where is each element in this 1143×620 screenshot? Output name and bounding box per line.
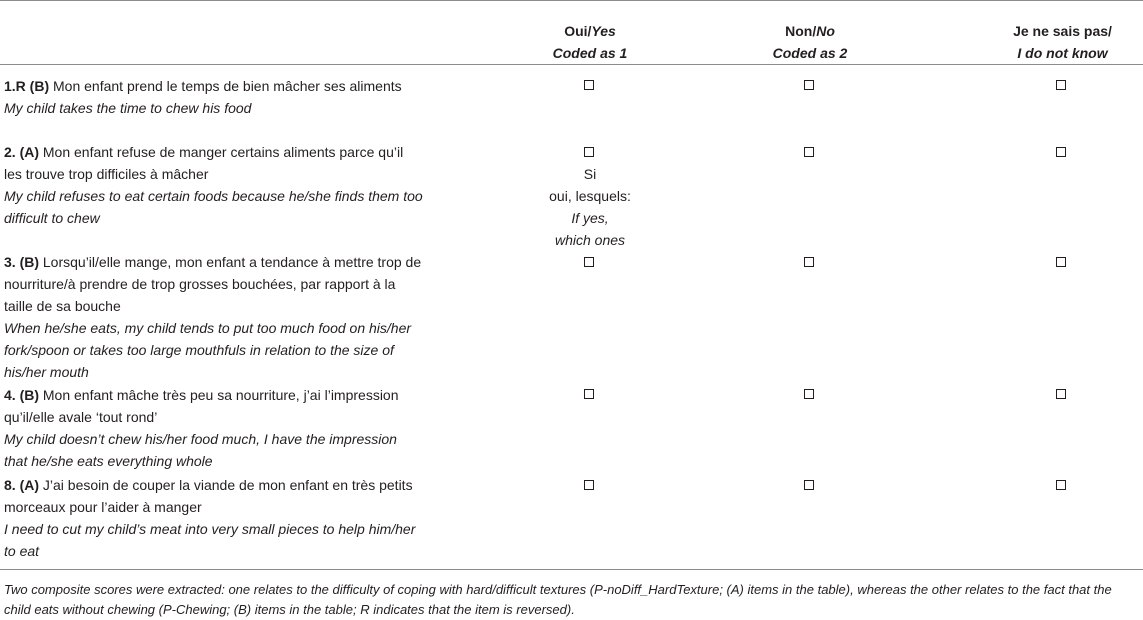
- item-3-dont-know-checkbox[interactable]: [1056, 257, 1066, 267]
- item-number: 1.R (B): [4, 78, 50, 94]
- table-row-item-1: [4, 75, 424, 119]
- item-8-no-checkbox[interactable]: [804, 480, 814, 490]
- item-2-dont-know-checkbox[interactable]: [1056, 147, 1066, 157]
- item-2-yes-checkbox[interactable]: [584, 147, 594, 157]
- item-text-fr: Lorsqu’il/elle mange, mon enfant a tendance à mettre trop de nourriture/à prendre de trop grosses bouchées, par rapport à la taille de sa bouche: [4, 254, 422, 314]
- item-4-no-checkbox[interactable]: [804, 389, 814, 399]
- item-text-en: My child refuses to eat certain foods because he/she finds them too difficult to chew: [4, 188, 423, 226]
- item-number: 3. (B): [4, 254, 39, 270]
- item-1-no-checkbox[interactable]: [804, 80, 814, 90]
- item-number: 2. (A): [4, 144, 39, 160]
- table-row-item-8: [4, 474, 424, 562]
- column-header-no: Non/No Coded as 2: [772, 23, 848, 61]
- item-3-no-checkbox[interactable]: [804, 257, 814, 267]
- item-text-en: My child doesn’t chew his/her food much, I have the impression that he/she eats everything whole: [4, 431, 397, 469]
- item-4-yes-checkbox[interactable]: [584, 389, 594, 399]
- item-text-fr: Mon enfant refuse de manger certains aliments parce qu’il les trouve trop difficiles à mâcher: [4, 144, 404, 182]
- table-top-rule: [0, 0, 1143, 1]
- item-text-en: When he/she eats, my child tends to put too much food on his/her fork/spoon or takes too large mouthfuls in relation to the size of his/her mouth: [4, 320, 412, 380]
- item-1-yes-checkbox[interactable]: [584, 80, 594, 90]
- item-text-fr: Mon enfant prend le temps de bien mâcher ses aliments: [53, 78, 402, 94]
- column-header-yes: Oui/Yes Coded as 1: [552, 23, 628, 61]
- item-number: 8. (A): [4, 477, 39, 493]
- table-row-item-4: [4, 384, 424, 472]
- item-2-no-checkbox[interactable]: [804, 147, 814, 157]
- item-text-fr: J’ai besoin de couper la viande de mon enfant en très petits morceaux pour l’aider à manger: [4, 477, 413, 515]
- column-header-dont-know: Je ne sais pas/ I do not know: [1013, 23, 1112, 61]
- table-row-item-2: [4, 141, 424, 229]
- table-bottom-rule: [0, 569, 1143, 570]
- item-8-yes-checkbox[interactable]: [584, 480, 594, 490]
- item-text-en: My child takes the time to chew his food: [4, 100, 252, 116]
- item-1-dont-know-checkbox[interactable]: [1056, 80, 1066, 90]
- table-footnote: Two composite scores were extracted: one relates to the difficulty of coping with hard/difficult textures (P-noDiff_HardTexture; (A) items in the table), whereas the other relates to the fact that the child eats without chewing (P-Chewing; (B) items in the table; R indicates that the item is reversed).: [4, 582, 1112, 617]
- item-3-yes-checkbox[interactable]: [584, 257, 594, 267]
- item-text-fr: Mon enfant mâche très peu sa nourriture, j’ai l’impression qu’il/elle avale ‘tout rond’: [4, 387, 399, 425]
- table-row-item-3: [4, 251, 424, 383]
- item-8-dont-know-checkbox[interactable]: [1056, 480, 1066, 490]
- header-rule: [0, 64, 1143, 65]
- item-4-dont-know-checkbox[interactable]: [1056, 389, 1066, 399]
- item-2-followup: Si oui, lesquels: If yes, which ones: [549, 166, 631, 248]
- item-number: 4. (B): [4, 387, 39, 403]
- item-text-en: I need to cut my child’s meat into very small pieces to help him/her to eat: [4, 521, 416, 559]
